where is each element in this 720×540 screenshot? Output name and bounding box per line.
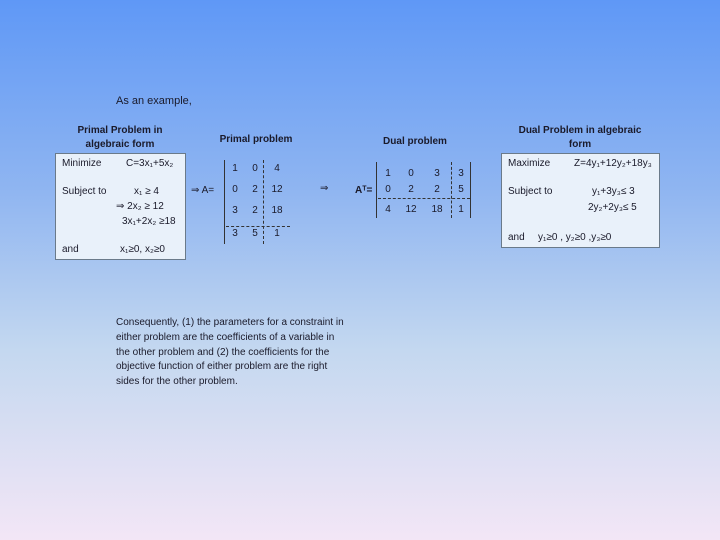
primal-constraint-2: ⇒ 2x₂ ≥ 12: [116, 201, 164, 212]
primal-matrix-cell-r2-c2: 2: [252, 184, 258, 195]
primal-algebraic-heading: [70, 124, 170, 152]
dual-matrix-cell-r2-c1: 0: [385, 184, 391, 195]
dual-matrix-row-divider: [378, 198, 470, 199]
dual-algebraic-heading-line2: form: [568, 139, 592, 150]
primal-algebraic-box: [55, 153, 186, 260]
primal-algebraic-heading-line1: Primal Problem in: [77, 125, 163, 136]
conclusion-paragraph: Consequently, (1) the parameters for a constraint in either problem are the coefficients of a variable in the other problem and (2) the coefficients for the objective function of either problem are the right sides for the other problem.: [116, 317, 344, 388]
dual-constraint-1: y₁+3y₃≤ 3: [592, 186, 635, 197]
primal-matrix-cell-r4-c3: 1: [274, 228, 280, 239]
primal-nonnegativity: x₁≥0, x₂≥0: [120, 244, 165, 255]
dual-matrix-arrow: ⇒: [320, 183, 329, 194]
primal-matrix-cell-r1-c3: 4: [274, 163, 280, 174]
dual-matrix-cell-r3-c1: 4: [385, 204, 391, 215]
primal-matrix-arrow: ⇒ A=: [191, 185, 215, 196]
dual-matrix-cell-r1-c2: 0: [408, 168, 414, 179]
primal-matrix-cell-r3-c1: 3: [232, 205, 238, 216]
primal-matrix-cell-r1-c2: 0: [252, 163, 258, 174]
dual-algebraic-heading-line1: Dual Problem in algebraic: [518, 125, 642, 136]
dual-matrix-cell-r3-c4: 1: [458, 204, 464, 215]
primal-subject-to-label: Subject to: [62, 186, 107, 197]
primal-constraint-1: x₁ ≥ 4: [134, 186, 159, 197]
intro-text: As an example,: [116, 95, 192, 107]
primal-matrix-heading: Primal problem: [219, 134, 293, 145]
dual-matrix-cell-r1-c3: 3: [434, 168, 440, 179]
dual-matrix-cell-r3-c2: 12: [405, 204, 417, 215]
dual-matrix-heading: Dual problem: [383, 136, 447, 147]
primal-and-label: and: [62, 244, 79, 255]
primal-matrix-bracket: [224, 160, 225, 244]
dual-and-label: and: [508, 232, 525, 243]
primal-matrix-cell-r4-c2: 5: [252, 228, 258, 239]
dual-matrix-cell-r3-c3: 18: [431, 204, 443, 215]
dual-constraint-2: 2y₂+2y₃≤ 5: [588, 202, 637, 213]
primal-constraint-3: 3x₁+2x₂ ≥18: [122, 216, 176, 227]
dual-matrix-cell-r2-c2: 2: [408, 184, 414, 195]
primal-matrix-cell-r2-c1: 0: [232, 184, 238, 195]
dual-matrix-cell-r1-c4: 3: [458, 168, 464, 179]
primal-algebraic-heading-line2: algebraic form: [85, 139, 155, 150]
dual-algebraic-heading: [505, 124, 655, 152]
dual-matrix-bracket: [376, 162, 377, 218]
dual-subject-to-label: Subject to: [508, 186, 553, 197]
dual-matrix-label: Aᵀ=: [355, 185, 373, 196]
primal-matrix-cell-r1-c1: 1: [232, 163, 238, 174]
dual-matrix-bracket-right: [470, 162, 471, 218]
dual-matrix-cell-r1-c1: 1: [385, 168, 391, 179]
dual-nonnegativity: y₁≥0 , y₂≥0 ,y₃≥0: [538, 232, 612, 243]
primal-matrix-row-divider: [226, 226, 290, 227]
dual-matrix-cell-r2-c4: 5: [458, 184, 464, 195]
minimize-label: Minimize: [62, 158, 102, 169]
primal-matrix-cell-r3-c3: 18: [271, 205, 283, 216]
dual-matrix-cell-r2-c3: 2: [434, 184, 440, 195]
primal-matrix-cell-r2-c3: 12: [271, 184, 283, 195]
dual-algebraic-box: [501, 153, 660, 248]
primal-matrix-cell-r3-c2: 2: [252, 205, 258, 216]
dual-objective: Z=4y₁+12y₂+18y₃: [574, 158, 652, 169]
primal-objective: C=3x₁+5x₂: [126, 158, 174, 169]
maximize-label: Maximize: [508, 158, 551, 169]
primal-matrix-cell-r4-c1: 3: [232, 228, 238, 239]
